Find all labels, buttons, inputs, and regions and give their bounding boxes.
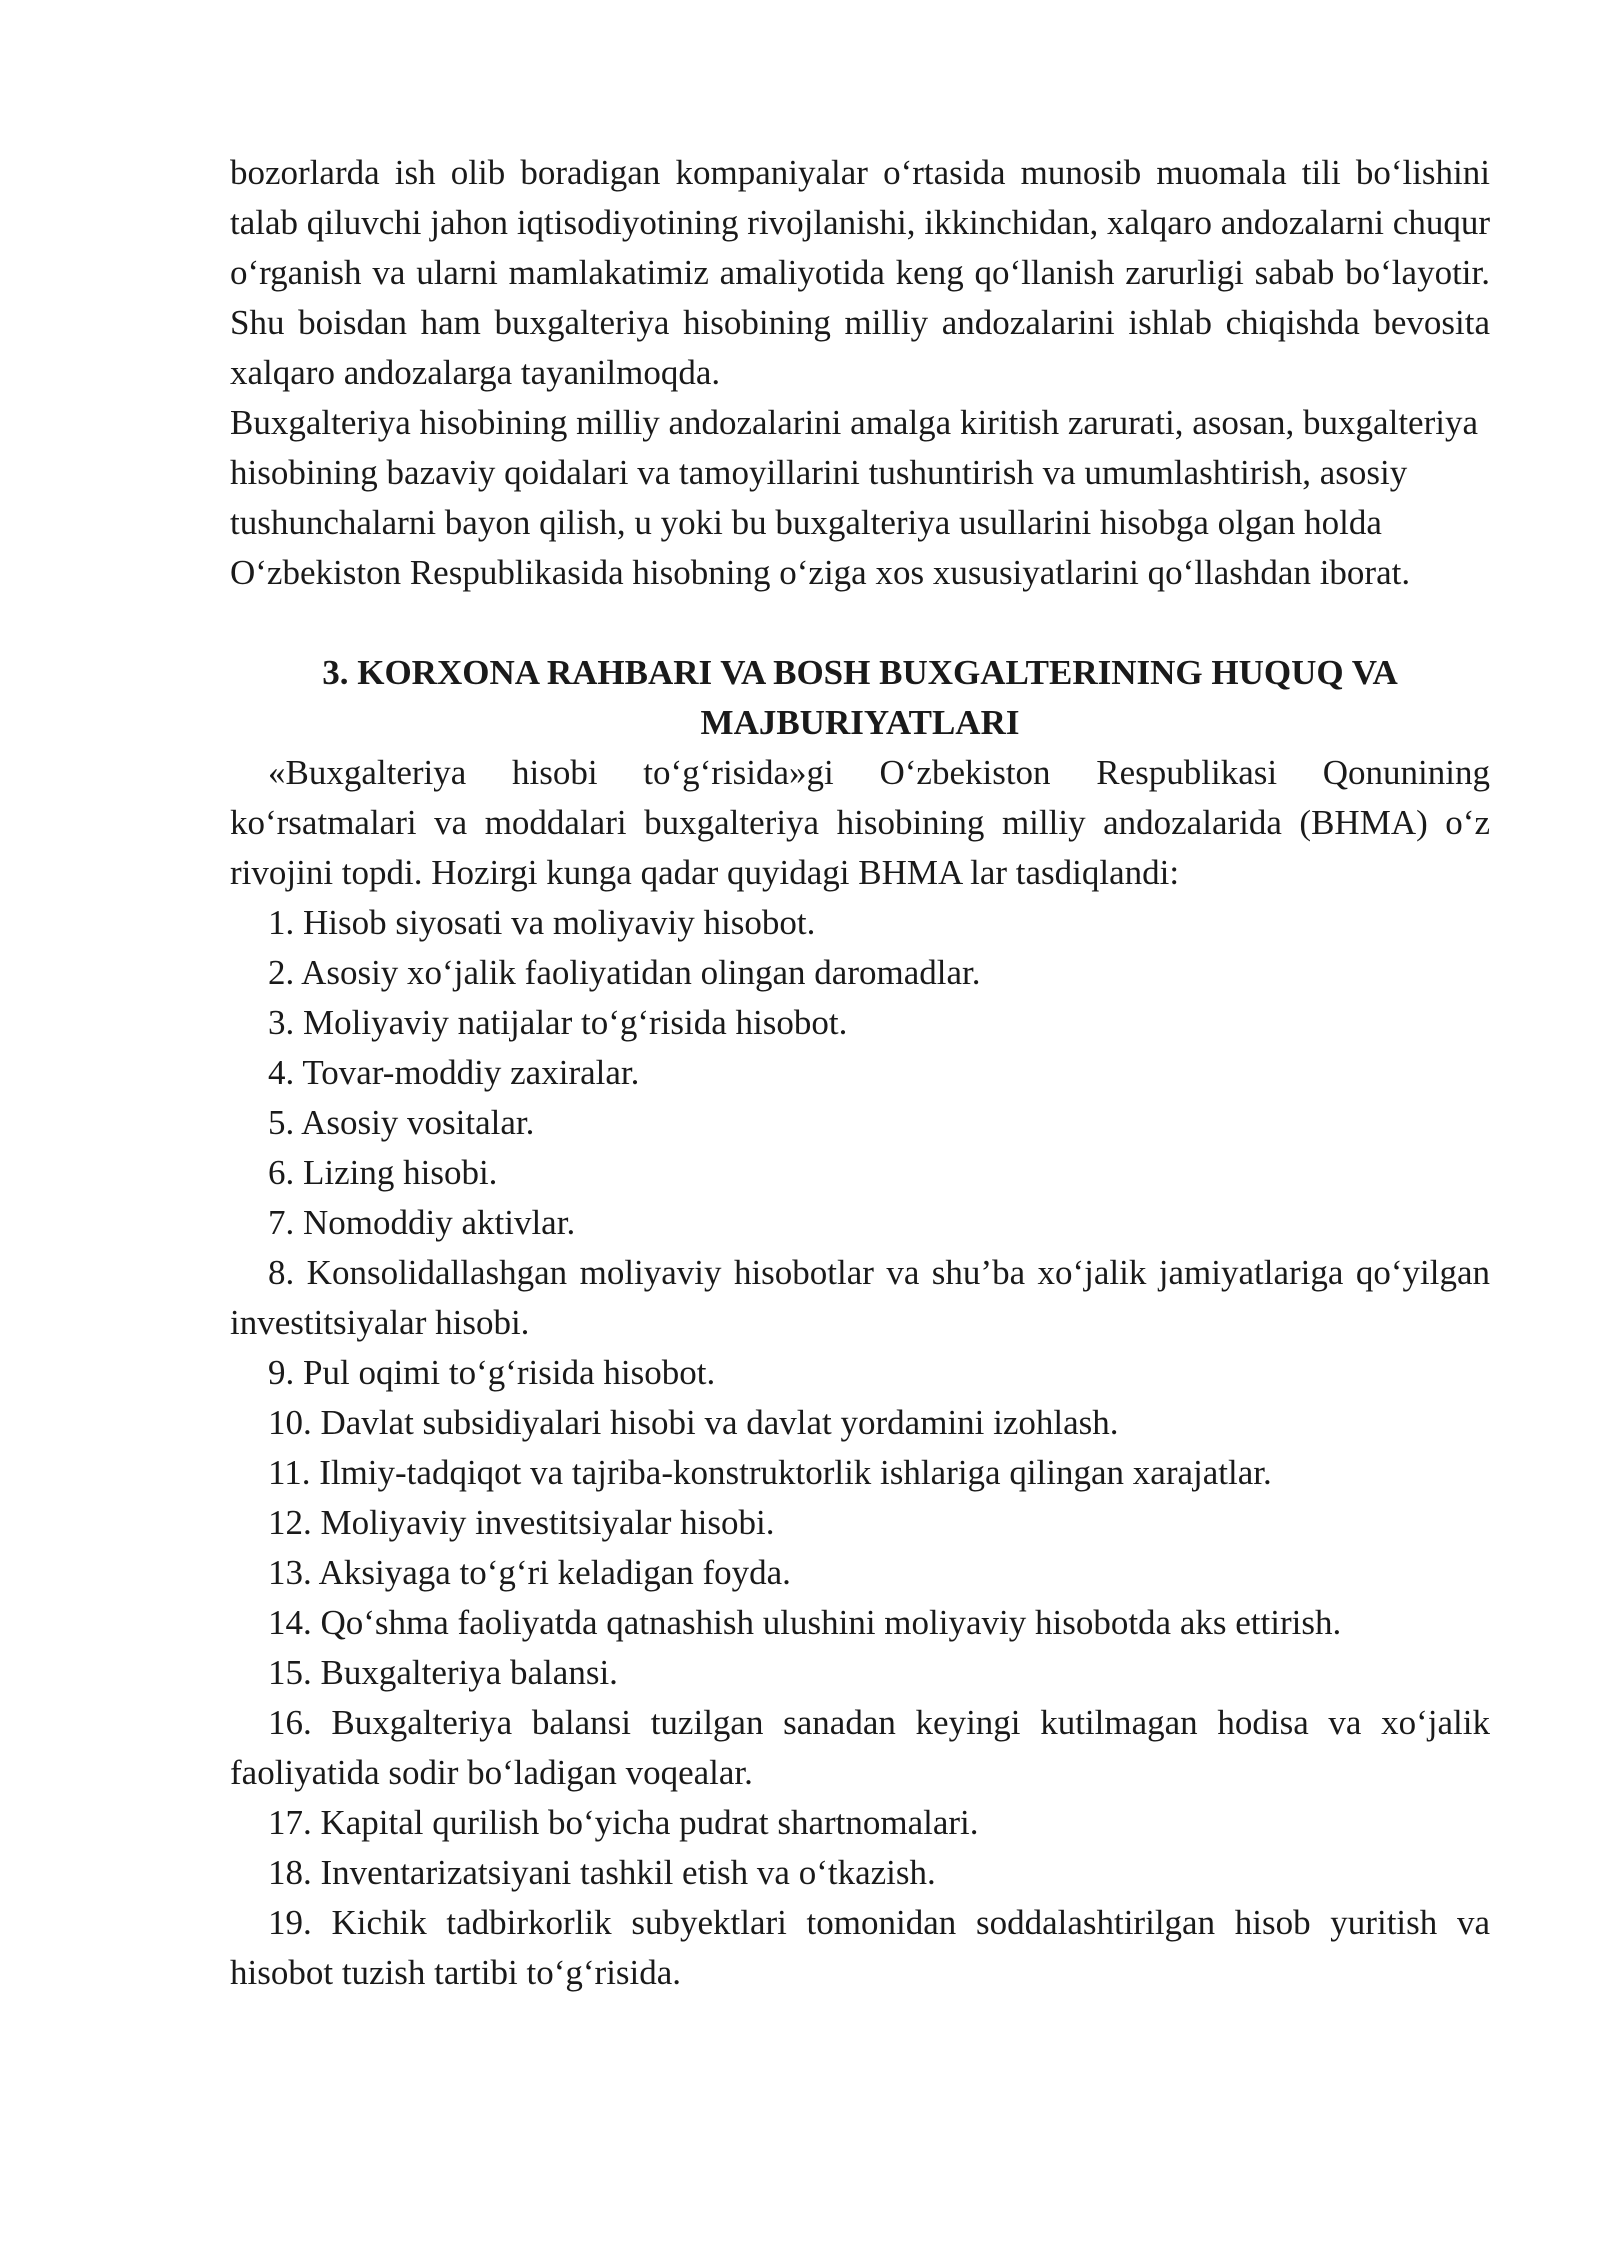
list-item: 7. Nomoddiy aktivlar. [268,1203,576,1242]
list-item: 14. Qo‘shma faoliyatda qatnashish ulushini moliyaviy hisobotda aks ettirish. [268,1603,1342,1642]
section-intro-paragraph: «Buxgalteriya hisobi to‘g‘risida»gi O‘zbekiston Respublikasi Qonunining ko‘rsatmalari va moddalari buxgalteriya hisobining milliy andozalarida (BHMA) o‘z rivojini topdi. Hozirgi kunga qadar quyidagi BHMA lar tasdiqlandi: [230,753,1490,892]
section-heading [230,648,1490,748]
list-item: 9. Pul oqimi to‘g‘risida hisobot. [268,1353,716,1392]
list-item: 3. Moliyaviy natijalar to‘g‘risida hisobot. [268,1003,848,1042]
list-item: 12. Moliyaviy investitsiyalar hisobi. [268,1503,775,1542]
list-item: 2. Asosiy xo‘jalik faoliyatidan olingan daromadlar. [268,953,981,992]
standards-list [230,898,1490,1998]
list-item: 11. Ilmiy-tadqiqot va tajriba-konstruktorlik ishlariga qilingan xarajatlar. [268,1453,1272,1492]
list-item: 17. Kapital qurilish bo‘yicha pudrat shartnomalari. [268,1803,979,1842]
list-item: 5. Asosiy vositalar. [268,1103,535,1142]
list-item: 10. Davlat subsidiyalari hisobi va davlat yordamini izohlash. [268,1403,1119,1442]
document-page [230,148,1490,1998]
list-item: 8. Konsolidallashgan moliyaviy hisobotlar va shu’ba xo‘jalik jamiyatlariga qo‘yilgan investitsiyalar hisobi. [230,1253,1490,1342]
list-item: 18. Inventarizatsiyani tashkil etish va o‘tkazish. [268,1853,936,1892]
list-item: 19. Kichik tadbirkorlik subyektlari tomonidan soddalashtirilgan hisob yuritish va hisobot tuzish tartibi to‘g‘risida. [230,1903,1490,1992]
intro-paragraph-1: bozorlarda ish olib boradigan kompaniyalar o‘rtasida munosib muomala tili bo‘lishini talab qiluvchi jahon iqtisodiyotining rivojlanishi, ikkinchidan, xalqaro andozalarni chuqur o‘rganish va ularni mamlakatimiz amaliyotida keng qo‘llanish zarurligi sabab bo‘layotir. Shu boisdan ham buxgalteriya hisobining milliy andozalarini ishlab chiqishda bevosita xalqaro andozalarga tayanilmoqda. [230,153,1490,392]
list-item: 13. Aksiyaga to‘g‘ri keladigan foyda. [268,1553,791,1592]
list-item: 15. Buxgalteriya balansi. [268,1653,618,1692]
list-item: 4. Tovar-moddiy zaxiralar. [268,1053,640,1092]
list-item: 16. Buxgalteriya balansi tuzilgan sanadan keyingi kutilmagan hodisa va xo‘jalik faoliyatida sodir bo‘ladigan voqealar. [230,1703,1490,1792]
list-item: 6. Lizing hisobi. [268,1153,498,1192]
section-heading-line-1: 3. KORXONA RAHBARI VA BOSH BUXGALTERINING HUQUQ VA [322,653,1398,692]
intro-paragraph-2: Buxgalteriya hisobining milliy andozalarini amalga kiritish zarurati, asosan, buxgalteriya hisobining bazaviy qoidalari va tamoyillarini tushuntirish va umumlashtirish, asosiy tushunchalarni bayon qilish, u yoki bu buxgalteriya usullarini hisobga olgan holda O‘zbekiston Respublikasida hisobning o‘ziga xos xususiyatlarini qo‘llashdan iborat. [230,403,1478,592]
section-heading-line-2: MAJBURIYATLARI [700,703,1020,742]
list-item: 1. Hisob siyosati va moliyaviy hisobot. [268,903,816,942]
